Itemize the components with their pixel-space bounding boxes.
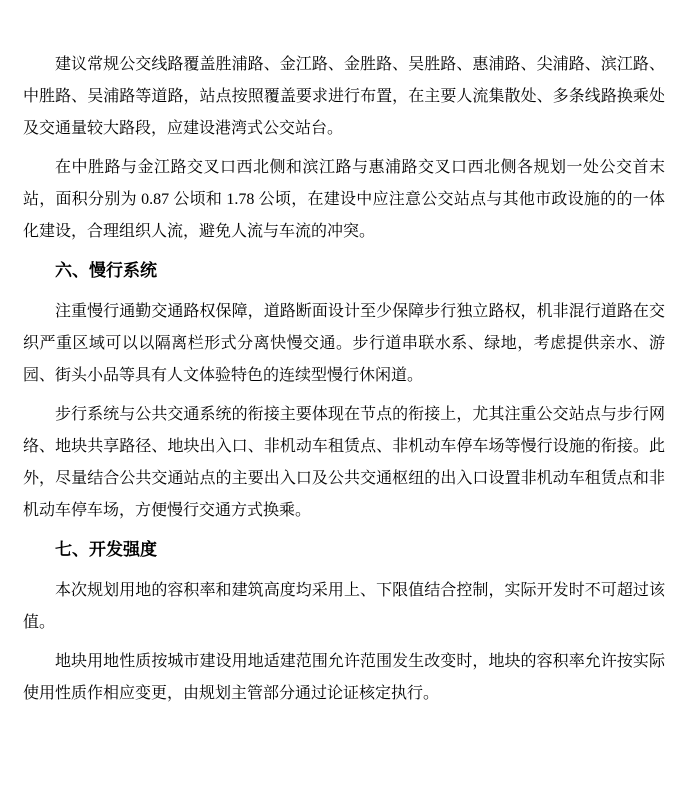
paragraph-far-height-control: 本次规划用地的容积率和建筑高度均采用上、下限值结合控制，实际开发时不可超过该值。	[23, 582, 665, 631]
paragraph-bus-terminal-planning: 在中胜路与金江路交叉口西北侧和滨江路与惠浦路交叉口西北侧各规划一处公交首末站，面积分别为 0.87 公顷和 1.78 公顷，在建设中应注意公交站点与其他市政设施的的一体化建设，合理组织人流，避免人流与车流的冲突。	[23, 159, 665, 240]
section-heading-development-intensity: 七、开发强度	[55, 540, 157, 559]
paragraph-slow-traffic-right-of-way: 注重慢行通勤交通路权保障，道路断面设计至少保障步行独立路权，机非混行道路在交织严重区域可以以隔离栏形式分离快慢交通。步行道串联水系、绿地，考虑提供亲水、游园、街头小品等具有人文体验特色的连续型慢行休闲道。	[23, 303, 665, 384]
section-heading-slow-traffic-system: 六、慢行系统	[55, 261, 157, 280]
paragraph-pedestrian-transit-connection: 步行系统与公共交通系统的衔接主要体现在节点的衔接上，尤其注重公交站点与步行网络、地块共享路径、地块出入口、非机动车租赁点、非机动车停车场等慢行设施的衔接。此外，尽量结合公共交通站点的主要出入口及公共交通枢纽的出入口设置非机动车租赁点和非机动车停车场，方便慢行交通方式换乘。	[23, 406, 665, 519]
paragraph-land-use-change: 地块用地性质按城市建设用地适建范围允许范围发生改变时，地块的容积率允许按实际使用性质作相应变更，由规划主管部分通过论证核定执行。	[23, 653, 665, 702]
paragraph-bus-route-coverage: 建议常规公交线路覆盖胜浦路、金江路、金胜路、吴胜路、惠浦路、尖浦路、滨江路、中胜路、吴浦路等道路，站点按照覆盖要求进行布置，在主要人流集散处、多条线路换乘处及交通量较大路段，应建设港湾式公交站台。	[23, 56, 665, 137]
